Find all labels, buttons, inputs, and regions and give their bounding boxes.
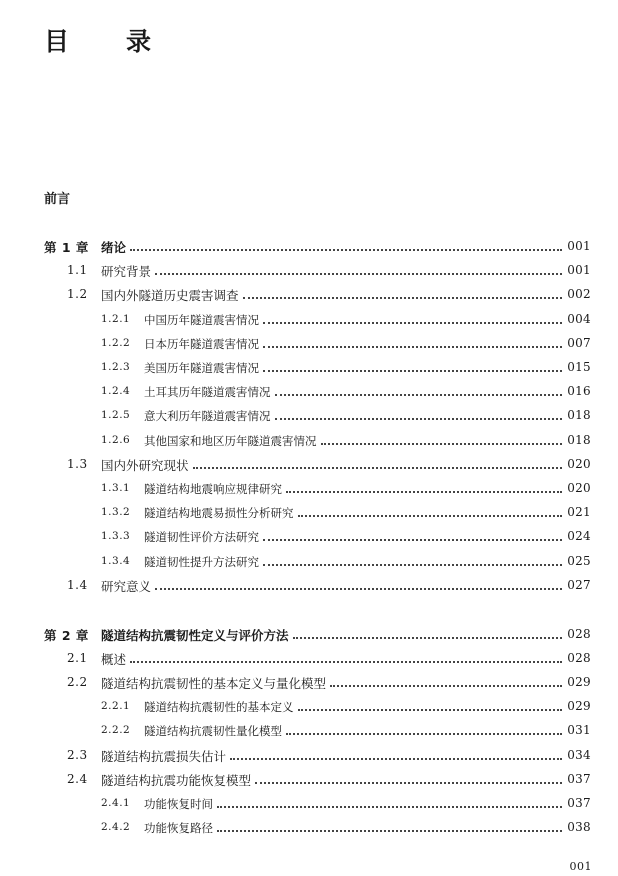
toc-entry-number: 1.3 — [67, 456, 88, 471]
toc-entry-title: 隧道韧性评价方法研究 — [144, 530, 259, 545]
toc-entry-number: 2.4.1 — [101, 797, 131, 809]
toc-entry-title: 其他国家和地区历年隧道震害情况 — [144, 433, 317, 448]
toc-entry-number: 1.1 — [67, 263, 88, 278]
toc-leader-dots — [263, 564, 562, 566]
toc-subsection-entry[interactable] — [0, 432, 618, 450]
toc-entry-page: 020 — [567, 481, 591, 495]
toc-entry-page: 025 — [567, 553, 591, 568]
toc-title: 目 录 — [44, 27, 168, 56]
toc-entry-page: 031 — [567, 723, 591, 738]
toc-entry-title: 隧道结构抗震韧性的基本定义 — [144, 700, 294, 715]
toc-subsection-entry[interactable] — [0, 795, 618, 813]
toc-section-entry[interactable] — [0, 262, 618, 280]
toc-entry-title: 隧道结构抗震韧性的基本定义与量化模型 — [101, 676, 327, 691]
toc-entry-page: 024 — [567, 529, 591, 544]
toc-entry-page: 027 — [567, 577, 591, 592]
toc-entry-title: 美国历年隧道震害情况 — [144, 361, 259, 375]
toc-leader-dots — [230, 758, 562, 760]
toc-leader-dots — [243, 297, 562, 299]
toc-leader-dots — [275, 394, 562, 396]
toc-entry-page: 029 — [567, 675, 591, 689]
toc-entry-title: 国内外研究现状 — [101, 457, 189, 473]
toc-section-entry[interactable] — [0, 456, 618, 474]
toc-entry-page: 018 — [567, 408, 591, 423]
toc-subsection-entry[interactable] — [0, 335, 618, 353]
toc-entry-number: 1.3.2 — [101, 506, 131, 519]
toc-leader-dots — [255, 782, 562, 784]
toc-entry-number: 1.2.2 — [101, 336, 131, 349]
toc-leader-dots — [263, 539, 562, 541]
toc-section-entry[interactable] — [0, 577, 618, 595]
toc-leader-dots — [130, 661, 562, 663]
toc-leader-dots — [217, 806, 562, 808]
toc-entry-title: 隧道结构抗震韧性定义与评价方法 — [101, 627, 289, 643]
toc-entry-title: 功能恢复路径 — [144, 821, 213, 836]
toc-entry-page: 038 — [567, 820, 591, 835]
toc-entry-title: 隧道韧性提升方法研究 — [144, 554, 259, 569]
toc-entry-number: 2.2.1 — [101, 700, 131, 713]
toc-entry-page: 015 — [567, 360, 591, 374]
toc-section-entry[interactable] — [0, 286, 618, 304]
toc-entry-number: 1.3.3 — [101, 530, 131, 543]
toc-entry-number: 第 2 章 — [44, 627, 89, 643]
toc-entry-number: 1.2.4 — [101, 385, 131, 398]
toc-entry-title: 隧道结构地震易损性分析研究 — [144, 506, 294, 521]
toc-entry-page: 021 — [567, 505, 591, 520]
toc-entry-number: 2.3 — [67, 747, 88, 762]
toc-leader-dots — [217, 830, 562, 832]
toc-leader-dots — [298, 709, 562, 711]
toc-entry-number: 2.4.2 — [101, 821, 131, 834]
toc-subsection-entry[interactable] — [0, 407, 618, 425]
toc-subsection-entry[interactable] — [0, 553, 618, 571]
toc-entry-number: 2.1 — [67, 650, 88, 665]
toc-leader-dots — [286, 491, 562, 493]
toc-entry-number: 2.2.2 — [101, 724, 131, 737]
toc-entry-page: 001 — [567, 263, 591, 278]
toc-subsection-entry[interactable] — [0, 504, 618, 522]
toc-entry-number: 1.2.1 — [101, 312, 131, 325]
toc-entry-number: 1.2 — [67, 287, 88, 302]
toc-entry-page: 037 — [567, 796, 591, 810]
toc-entry-title: 国内外隧道历史震害调查 — [101, 288, 239, 304]
toc-leader-dots — [298, 515, 562, 517]
page-number: 001 — [569, 860, 592, 873]
toc-entry-title: 意大利历年隧道震害情况 — [144, 409, 271, 424]
toc-leader-dots — [286, 733, 562, 735]
toc-entry-number: 2.2 — [67, 675, 88, 689]
toc-leader-dots — [263, 322, 562, 324]
toc-leader-dots — [263, 346, 562, 348]
toc-leader-dots — [275, 418, 562, 420]
toc-entry-title: 功能恢复时间 — [144, 797, 213, 811]
toc-leader-dots — [321, 443, 562, 445]
preface-link[interactable]: 前言 — [44, 192, 71, 207]
toc-entry-number: 2.4 — [67, 771, 88, 786]
toc-subsection-entry[interactable] — [0, 819, 618, 837]
toc-entry-number: 1.2.5 — [101, 409, 131, 422]
toc-subsection-entry[interactable] — [0, 528, 618, 546]
toc-entry-number: 1.2.3 — [101, 361, 131, 373]
toc-entry-title: 绪论 — [101, 240, 127, 255]
toc-entry-page: 002 — [567, 287, 591, 302]
toc-entry-number: 第 1 章 — [44, 240, 89, 255]
toc-section-entry[interactable] — [0, 747, 618, 765]
toc-entry-page: 007 — [567, 335, 591, 350]
toc-entry-number: 1.4 — [67, 577, 88, 592]
toc-entry-number: 1.2.6 — [101, 433, 131, 446]
toc-leader-dots — [330, 685, 562, 687]
toc-leader-dots — [193, 467, 562, 469]
toc-subsection-entry[interactable] — [0, 383, 618, 401]
toc-entry-number: 1.3.4 — [101, 554, 131, 567]
toc-entry-title: 隧道结构抗震韧性量化模型 — [144, 724, 282, 739]
toc-entry-page: 037 — [567, 771, 591, 786]
toc-entry-page: 034 — [567, 747, 591, 762]
toc-entry-page: 020 — [567, 456, 591, 471]
toc-entry-title: 土耳其历年隧道震害情况 — [144, 385, 271, 400]
toc-subsection-entry[interactable] — [0, 311, 618, 329]
toc-leader-dots — [130, 249, 562, 251]
toc-chapter-entry[interactable] — [0, 238, 618, 256]
toc-entry-title: 隧道结构抗震损失估计 — [101, 748, 227, 764]
toc-leader-dots — [263, 370, 562, 372]
toc-entry-page: 004 — [567, 311, 591, 326]
toc-leader-dots — [293, 637, 562, 639]
toc-entry-title: 研究意义 — [101, 578, 152, 594]
toc-section-entry[interactable] — [0, 650, 618, 668]
toc-entry-number: 1.3.1 — [101, 482, 131, 494]
toc-entry-page: 001 — [567, 239, 591, 253]
toc-chapter-entry[interactable] — [0, 626, 618, 644]
toc-entry-page: 016 — [567, 384, 591, 399]
toc-section-entry[interactable] — [0, 771, 618, 789]
toc-entry-title: 概述 — [101, 651, 127, 667]
toc-entry-page: 029 — [567, 699, 591, 714]
toc-entry-title: 隧道结构地震响应规律研究 — [144, 482, 282, 496]
toc-subsection-entry[interactable] — [0, 359, 618, 377]
toc-entry-title: 隧道结构抗震功能恢复模型 — [101, 772, 252, 788]
toc-entry-page: 028 — [567, 626, 591, 641]
toc-leader-dots — [155, 588, 562, 590]
toc-leader-dots — [155, 273, 562, 275]
toc-subsection-entry[interactable] — [0, 698, 618, 716]
toc-entry-page: 018 — [567, 432, 591, 447]
toc-subsection-entry[interactable] — [0, 722, 618, 740]
toc-entry-title: 日本历年隧道震害情况 — [144, 336, 259, 351]
toc-section-entry[interactable] — [0, 674, 618, 692]
toc-subsection-entry[interactable] — [0, 480, 618, 498]
toc-entry-title: 研究背景 — [101, 264, 152, 280]
toc-entry-title: 中国历年隧道震害情况 — [144, 312, 259, 327]
toc-entry-page: 028 — [567, 650, 591, 665]
